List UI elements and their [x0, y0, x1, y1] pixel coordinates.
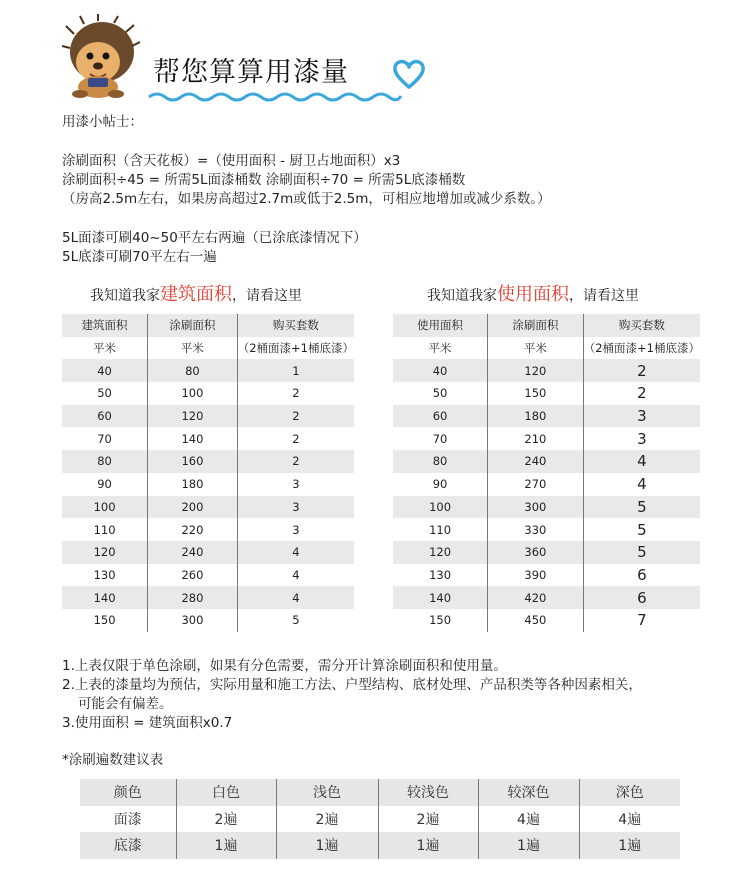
coat-cell: 颜色	[80, 779, 176, 806]
column-subheader: 平米	[488, 337, 584, 360]
coat-count-table	[80, 779, 680, 859]
table-row	[62, 496, 354, 519]
table-cell: 5	[583, 518, 700, 541]
column-subheader: （2桶面漆+1桶底漆）	[237, 337, 354, 360]
table-cell: 7	[583, 609, 700, 632]
table-row	[393, 382, 700, 405]
column-header: 购买套数	[583, 314, 700, 337]
coat-row	[80, 806, 680, 833]
right-table-title	[427, 280, 639, 306]
usable-area-table	[393, 314, 700, 632]
column-header: 涂刷面积	[488, 314, 584, 337]
column-header: 涂刷面积	[148, 314, 238, 337]
coat-row	[80, 832, 680, 859]
table-row	[393, 564, 700, 587]
table-cell: 110	[393, 518, 488, 541]
table-cell: 50	[62, 382, 148, 405]
coat-cell: 2遍	[176, 806, 276, 833]
column-subheader: 平米	[393, 337, 488, 360]
coat-cell: 较浅色	[378, 779, 478, 806]
coat-cell: 2遍	[378, 806, 478, 833]
table-cell: 140	[148, 427, 238, 450]
table-cell: 3	[583, 405, 700, 428]
formula-note: （房高2.5m左右，如果房高超过2.7m或低于2.5m，可相应地增加或减少系数。）	[62, 191, 551, 207]
table-cell: 60	[62, 405, 148, 428]
note-3: 3.使用面积 = 建筑面积x0.7	[62, 715, 233, 731]
table-cell: 40	[393, 359, 488, 382]
table-cell: 90	[62, 473, 148, 496]
table-cell: 160	[148, 450, 238, 473]
tips-heading: 用漆小帖士：	[62, 114, 143, 130]
table-cell: 330	[488, 518, 584, 541]
table-cell: 5	[237, 609, 354, 632]
coat-cell: 浅色	[276, 779, 378, 806]
table-row-subheader	[393, 337, 700, 360]
coverage-basecoat: 5L底漆可刷70平左右一遍	[62, 249, 217, 265]
table-cell: 100	[393, 496, 488, 519]
table-cell: 2	[237, 450, 354, 473]
hedgehog-toy-icon	[62, 14, 140, 98]
coat-cell: 1遍	[176, 832, 276, 859]
formula-area: 涂刷面积（含天花板）=（使用面积 - 厨卫占地面积）x3	[62, 153, 401, 169]
table-row-subheader	[62, 337, 354, 360]
table-cell: 240	[148, 541, 238, 564]
column-header: 购买套数	[237, 314, 354, 337]
table-row	[393, 450, 700, 473]
table-row	[393, 405, 700, 428]
table-cell: 120	[62, 541, 148, 564]
table-cell: 3	[583, 427, 700, 450]
paint-tips	[62, 113, 551, 267]
table-cell: 390	[488, 564, 584, 587]
table-cell: 100	[62, 496, 148, 519]
table-cell: 3	[237, 496, 354, 519]
table-row	[393, 427, 700, 450]
table-cell: 360	[488, 541, 584, 564]
table-cell: 2	[237, 382, 354, 405]
table-cell: 210	[488, 427, 584, 450]
table-cell: 220	[148, 518, 238, 541]
table-row	[393, 359, 700, 382]
table-cell: 5	[583, 496, 700, 519]
coat-cell: 1遍	[579, 832, 680, 859]
table-cell: 140	[393, 586, 488, 609]
table-cell: 3	[237, 473, 354, 496]
table-cell: 300	[488, 496, 584, 519]
column-header: 使用面积	[393, 314, 488, 337]
table-cell: 110	[62, 518, 148, 541]
heart-outline-icon	[392, 58, 426, 90]
note-2: 2.上表的漆量均为预估，实际用量和施工方法、户型结构、底材处理、产品积类等各种因素相关，	[62, 677, 642, 693]
table-cell: 60	[393, 405, 488, 428]
table-cell: 260	[148, 564, 238, 587]
table-row	[62, 609, 354, 632]
table-cell: 5	[583, 541, 700, 564]
table-cell: 4	[237, 586, 354, 609]
table-cell: 6	[583, 564, 700, 587]
coat-cell: 1遍	[378, 832, 478, 859]
coverage-topcoat: 5L面漆可刷40~50平左右两遍（已涂底漆情况下）	[62, 230, 367, 246]
table-row	[62, 541, 354, 564]
table-row	[62, 518, 354, 541]
table-cell: 270	[488, 473, 584, 496]
table-cell: 130	[393, 564, 488, 587]
coat-header-row	[80, 779, 680, 806]
table-row	[62, 359, 354, 382]
table-cell: 2	[237, 427, 354, 450]
table-cell: 2	[583, 382, 700, 405]
table-cell: 2	[237, 405, 354, 428]
table-row	[62, 450, 354, 473]
wave-underline	[145, 88, 405, 104]
right-title-suffix: ，请看这里	[569, 288, 639, 304]
table-cell: 70	[62, 427, 148, 450]
table-cell: 4	[237, 564, 354, 587]
coat-cell: 面漆	[80, 806, 176, 833]
table-row	[62, 473, 354, 496]
table-cell: 150	[488, 382, 584, 405]
left-table-title	[90, 280, 302, 306]
table-cell: 180	[148, 473, 238, 496]
table-cell: 150	[62, 609, 148, 632]
table-row	[393, 609, 700, 632]
column-subheader: （2桶面漆+1桶底漆）	[583, 337, 700, 360]
page-header	[0, 0, 750, 110]
table-cell: 150	[393, 609, 488, 632]
left-title-highlight: 建筑面积	[160, 284, 232, 305]
table-cell: 200	[148, 496, 238, 519]
table-cell: 120	[393, 541, 488, 564]
left-title-suffix: ，请看这里	[232, 288, 302, 304]
right-title-prefix: 我知道我家	[427, 288, 497, 304]
right-title-highlight: 使用面积	[497, 284, 569, 305]
formula-buckets: 涂刷面积÷45 = 所需5L面漆桶数 涂刷面积÷70 = 所需5L底漆桶数	[62, 172, 466, 188]
table-row-header	[393, 314, 700, 337]
table-row	[393, 496, 700, 519]
coat-cell: 4遍	[478, 806, 579, 833]
table-cell: 80	[62, 450, 148, 473]
coat-cell: 2遍	[276, 806, 378, 833]
table-cell: 80	[393, 450, 488, 473]
table-cell: 4	[583, 450, 700, 473]
table-row	[393, 473, 700, 496]
table-row	[62, 427, 354, 450]
table-row	[393, 518, 700, 541]
table-cell: 3	[237, 518, 354, 541]
table-cell: 90	[393, 473, 488, 496]
table-row	[393, 586, 700, 609]
table-cell: 70	[393, 427, 488, 450]
coat-cell: 1遍	[276, 832, 378, 859]
table-cell: 40	[62, 359, 148, 382]
table-cell: 4	[237, 541, 354, 564]
coat-cell: 较深色	[478, 779, 579, 806]
table-cell: 1	[237, 359, 354, 382]
coat-cell: 4遍	[579, 806, 680, 833]
table-cell: 300	[148, 609, 238, 632]
table-cell: 120	[488, 359, 584, 382]
table-cell: 80	[148, 359, 238, 382]
table-cell: 420	[488, 586, 584, 609]
table-row	[62, 564, 354, 587]
notes	[62, 657, 642, 733]
table-cell: 4	[583, 473, 700, 496]
column-subheader: 平米	[148, 337, 238, 360]
note-1: 1.上表仅限于单色涂刷，如果有分色需要，需分开计算涂刷面积和使用量。	[62, 658, 507, 674]
coat-cell: 白色	[176, 779, 276, 806]
column-header: 建筑面积	[62, 314, 148, 337]
left-title-prefix: 我知道我家	[90, 288, 160, 304]
table-row-header	[62, 314, 354, 337]
table-cell: 280	[148, 586, 238, 609]
table-cell: 2	[583, 359, 700, 382]
column-subheader: 平米	[62, 337, 148, 360]
page-title: 帮您算算用漆量	[153, 57, 349, 88]
table-row	[62, 586, 354, 609]
table-row	[393, 541, 700, 564]
table-cell: 120	[148, 405, 238, 428]
table-cell: 130	[62, 564, 148, 587]
coat-cell: 底漆	[80, 832, 176, 859]
coat-cell: 1遍	[478, 832, 579, 859]
table-cell: 180	[488, 405, 584, 428]
table-cell: 100	[148, 382, 238, 405]
building-area-table	[62, 314, 354, 632]
table-cell: 140	[62, 586, 148, 609]
table-cell: 240	[488, 450, 584, 473]
table-cell: 450	[488, 609, 584, 632]
table-row	[62, 382, 354, 405]
coat-table-title: *涂刷遍数建议表	[62, 752, 164, 768]
note-2-continued: 可能会有偏差。	[78, 696, 173, 712]
table-cell: 50	[393, 382, 488, 405]
coat-cell: 深色	[579, 779, 680, 806]
table-cell: 6	[583, 586, 700, 609]
table-row	[62, 405, 354, 428]
